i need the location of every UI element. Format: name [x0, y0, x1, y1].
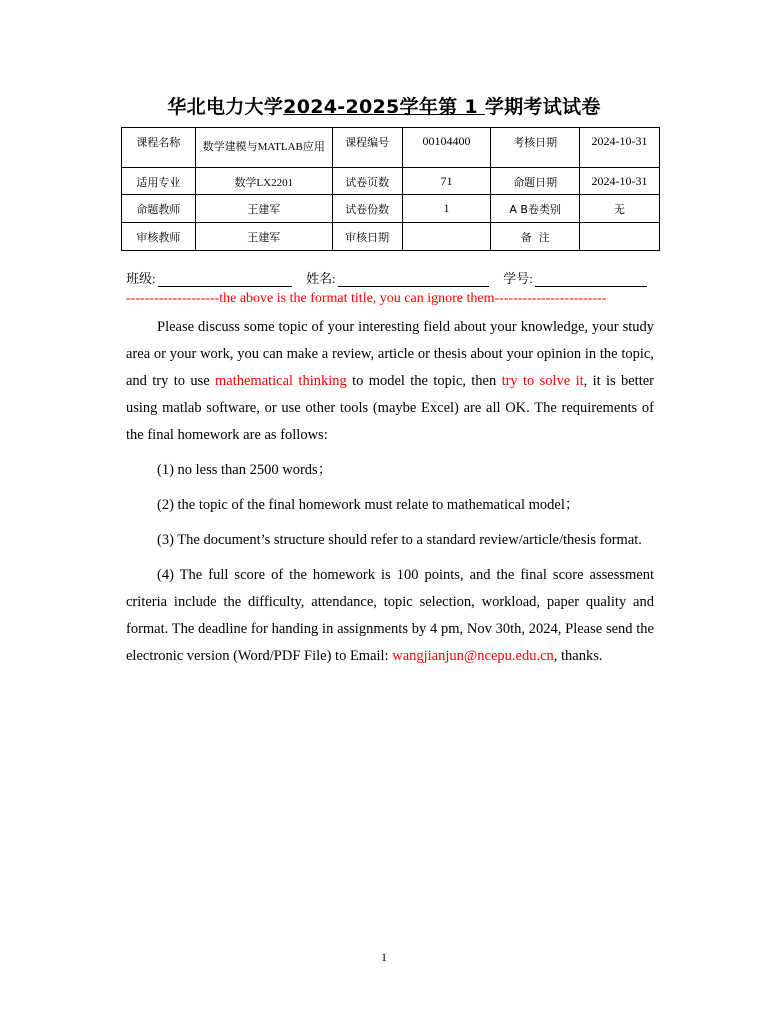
table-cell: 审核教师 — [122, 223, 196, 251]
intro-paragraph: Please discuss some topic of your interesting field about your knowledge, your study area or your work, you can make a review, article or thesis about your opinion in the topic, and try to use mathematical thinking to model the topic, then try to solve it, it is better using matlab software, or use other tools (maybe Excel) are all OK. The requirements of the final homework are as follows: — [126, 319, 654, 443]
class-label: 班级: — [126, 271, 156, 286]
table-cell: 无 — [580, 195, 660, 223]
table-row — [122, 168, 660, 195]
title-year: 2024-2025 — [283, 96, 400, 118]
format-separator: --------------------the above is the format title, you can ignore them------------------------ — [126, 291, 607, 306]
table-cell: 试卷份数 — [332, 195, 402, 223]
table-cell — [580, 223, 660, 251]
highlight-text: try to solve it — [501, 373, 584, 389]
table-cell: 课程编号 — [332, 128, 402, 168]
table-cell: 数学建模与MATLAB应用 — [195, 128, 332, 168]
table-row — [122, 128, 660, 168]
table-cell: 适用专业 — [122, 168, 196, 195]
requirement-item-2: (2) the topic of the final homework must relate to mathematical model； — [157, 497, 580, 513]
table-cell — [402, 223, 491, 251]
student-id-label: 学号: — [503, 271, 533, 286]
table-cell: 数学LX2201 — [195, 168, 332, 195]
title-suffix: 学期考试试卷 — [484, 96, 601, 118]
title-mid: 学年第 — [399, 96, 458, 118]
requirement-item-4: (4) The full score of the homework is 100 points, and the final score assessment criteria include the difficulty, attendance, topic selection, workload, paper quality and format. The deadline for handing in assignments by 4 pm, Nov 30th, 2024, Please send the electronic version (Word/PDF File) to Email: wangjianjun@ncepu.edu.cn, thanks. — [126, 567, 654, 664]
exam-info-table — [121, 127, 660, 251]
table-cell: 审核日期 — [332, 223, 402, 251]
highlight-text: mathematical thinking — [214, 373, 347, 389]
table-cell: 课程名称 — [122, 128, 196, 168]
table-cell: 2024-10-31 — [580, 168, 660, 195]
page-number: 1 — [381, 950, 387, 964]
table-cell: 试卷页数 — [332, 168, 402, 195]
table-cell: 考核日期 — [491, 128, 580, 168]
table-cell: 王建军 — [195, 223, 332, 251]
name-field[interactable] — [338, 272, 489, 287]
table-cell: 71 — [402, 168, 491, 195]
table-cell: 命题教师 — [122, 195, 196, 223]
title-term-number: 1 — [464, 96, 478, 118]
table-cell: 命题日期 — [491, 168, 580, 195]
name-label: 姓名: — [306, 271, 336, 286]
student-id-field[interactable] — [535, 272, 647, 287]
requirement-item-3: (3) The document’s structure should refer to a standard review/article/thesis format. — [157, 532, 642, 548]
table-cell: 备 注 — [491, 223, 580, 251]
table-cell: 00104400 — [402, 128, 491, 168]
requirement-item-1: (1) no less than 2500 words； — [157, 462, 333, 478]
email-link[interactable]: wangjianjun@ncepu.edu.cn — [392, 648, 554, 664]
class-field[interactable] — [158, 272, 292, 287]
student-info-line — [126, 268, 647, 287]
table-cell: 1 — [402, 195, 491, 223]
assignment-body — [126, 314, 654, 670]
table-row — [122, 223, 660, 251]
table-cell: A B卷类别 — [491, 195, 580, 223]
table-row — [122, 195, 660, 223]
document-title — [0, 92, 768, 119]
title-prefix: 华北电力大学 — [167, 96, 284, 118]
table-cell: 王建军 — [195, 195, 332, 223]
table-cell: 2024-10-31 — [580, 128, 660, 168]
